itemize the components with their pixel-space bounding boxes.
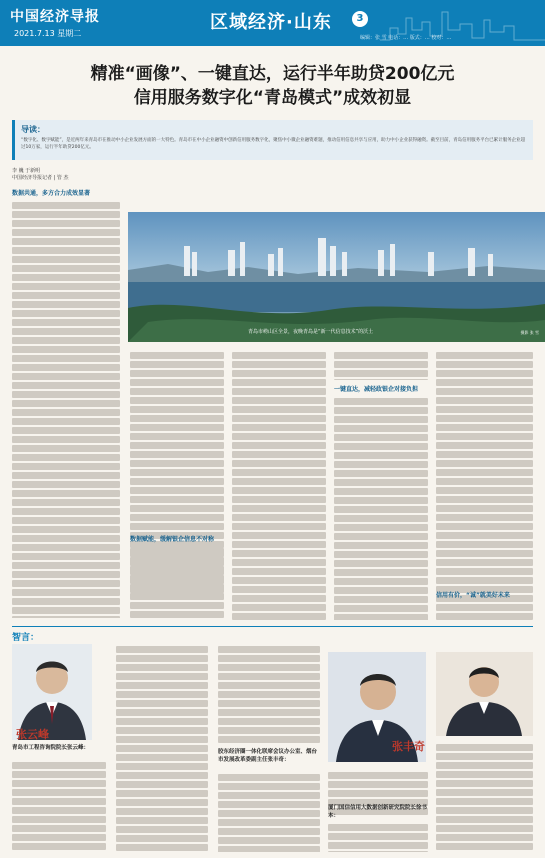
expert-1-text-lines [12, 762, 106, 852]
column-2b-text [130, 548, 224, 620]
article-column-4a [334, 350, 428, 380]
photo-credit: 摄影 张 雪 [520, 330, 539, 335]
skyline-photo-image [128, 212, 545, 342]
expert-3-text [328, 822, 428, 852]
expert-2-title: 胶东经济圈一体化联席会议办公室、烟台市发展改革委副主任张丰奇： [218, 749, 318, 763]
expert-3-text-lines [328, 824, 428, 852]
masthead [0, 0, 545, 46]
expert-2-text-lines [218, 774, 320, 852]
expert-3-portrait [436, 652, 533, 736]
expert-2-text-top [218, 644, 320, 744]
article-column-1 [12, 200, 120, 618]
expert-3-cont-lines [436, 744, 533, 852]
lead-title: 导读： [21, 125, 45, 134]
editor-credits: 编辑：张 雪 电话：… 版式：… 校对：… [360, 35, 452, 41]
byline [12, 168, 68, 182]
byline-outlet: 中国经济导报记者 | 管 杰 [12, 175, 69, 181]
article-column-5 [436, 350, 533, 620]
expert-2-text [218, 772, 320, 852]
expert-2-name: 张丰奇 [392, 740, 425, 753]
section-heading-4: 信用有价，“诚”就美好未来 [436, 592, 510, 599]
skyline-decoration-icon [380, 0, 545, 46]
city-skyline-photo [128, 212, 545, 342]
byline-author: 李 巍 于新明 [12, 168, 41, 174]
section-heading-2: 数据赋能，缓解银企信息不对称 [130, 536, 215, 543]
headline-line-2: 信用服务数字化“青岛模式”成效初显 [133, 88, 412, 108]
column-3-text [232, 352, 326, 620]
expert-2-top-lines [218, 646, 320, 744]
photo-caption: 青岛市崂山区全景，夜晚青岛是“新一代信息技术”的沃土 [248, 329, 374, 335]
expert-1-title: 青岛市工程咨询院院长张云峰： [12, 745, 90, 751]
column-4a-text [334, 352, 428, 380]
paper-name: 中国经济导报 [10, 9, 100, 25]
lead-box [12, 120, 533, 160]
wisdom-section-label: 智言： [12, 633, 40, 643]
article-column-2b [130, 546, 224, 620]
article-column-3 [232, 350, 326, 620]
headline [0, 62, 545, 110]
column-1-text [12, 202, 120, 618]
article-column-4 [334, 396, 428, 620]
section-title: 区域经济·山东 [210, 12, 332, 33]
expert-1-cont-lines [116, 646, 208, 852]
section-heading-3: 一键直达，减轻政银企对接负担 [334, 386, 419, 393]
expert-3-title: 厦门国信信用大数据创新研究院院长徐书本： [328, 805, 428, 819]
issue-date: 2021.7.13 星期二 [14, 29, 82, 38]
person-silhouette-icon [436, 652, 533, 736]
section-heading-1: 数据共通，多方合力成效显著 [12, 190, 91, 197]
page-number-badge: 3 [352, 11, 368, 27]
section-divider [12, 626, 533, 627]
column-4-text [334, 398, 428, 620]
expert-3-text-cont [436, 742, 533, 852]
column-5-text [436, 352, 533, 620]
headline-line-1: 精准“画像”、一键直达，运行半年助贷200亿元 [90, 64, 455, 84]
lead-text: “数字化、数字赋能”，是近两年来青岛市在推动中小企业发展方面的一大特色。青岛市在中小企业融资中创新信用服务数字化，聚焦中小微企业融资难题，推动信用信息共享与应用，助力中小企业获得融资。截至目前，青岛信用服务平台已累计服务企业超过10万家，运行半年助贷200亿元。 [21, 138, 526, 150]
expert-1-text-cont [116, 644, 208, 852]
expert-1-name: 张云峰 [16, 728, 49, 741]
expert-1-text [12, 760, 106, 852]
